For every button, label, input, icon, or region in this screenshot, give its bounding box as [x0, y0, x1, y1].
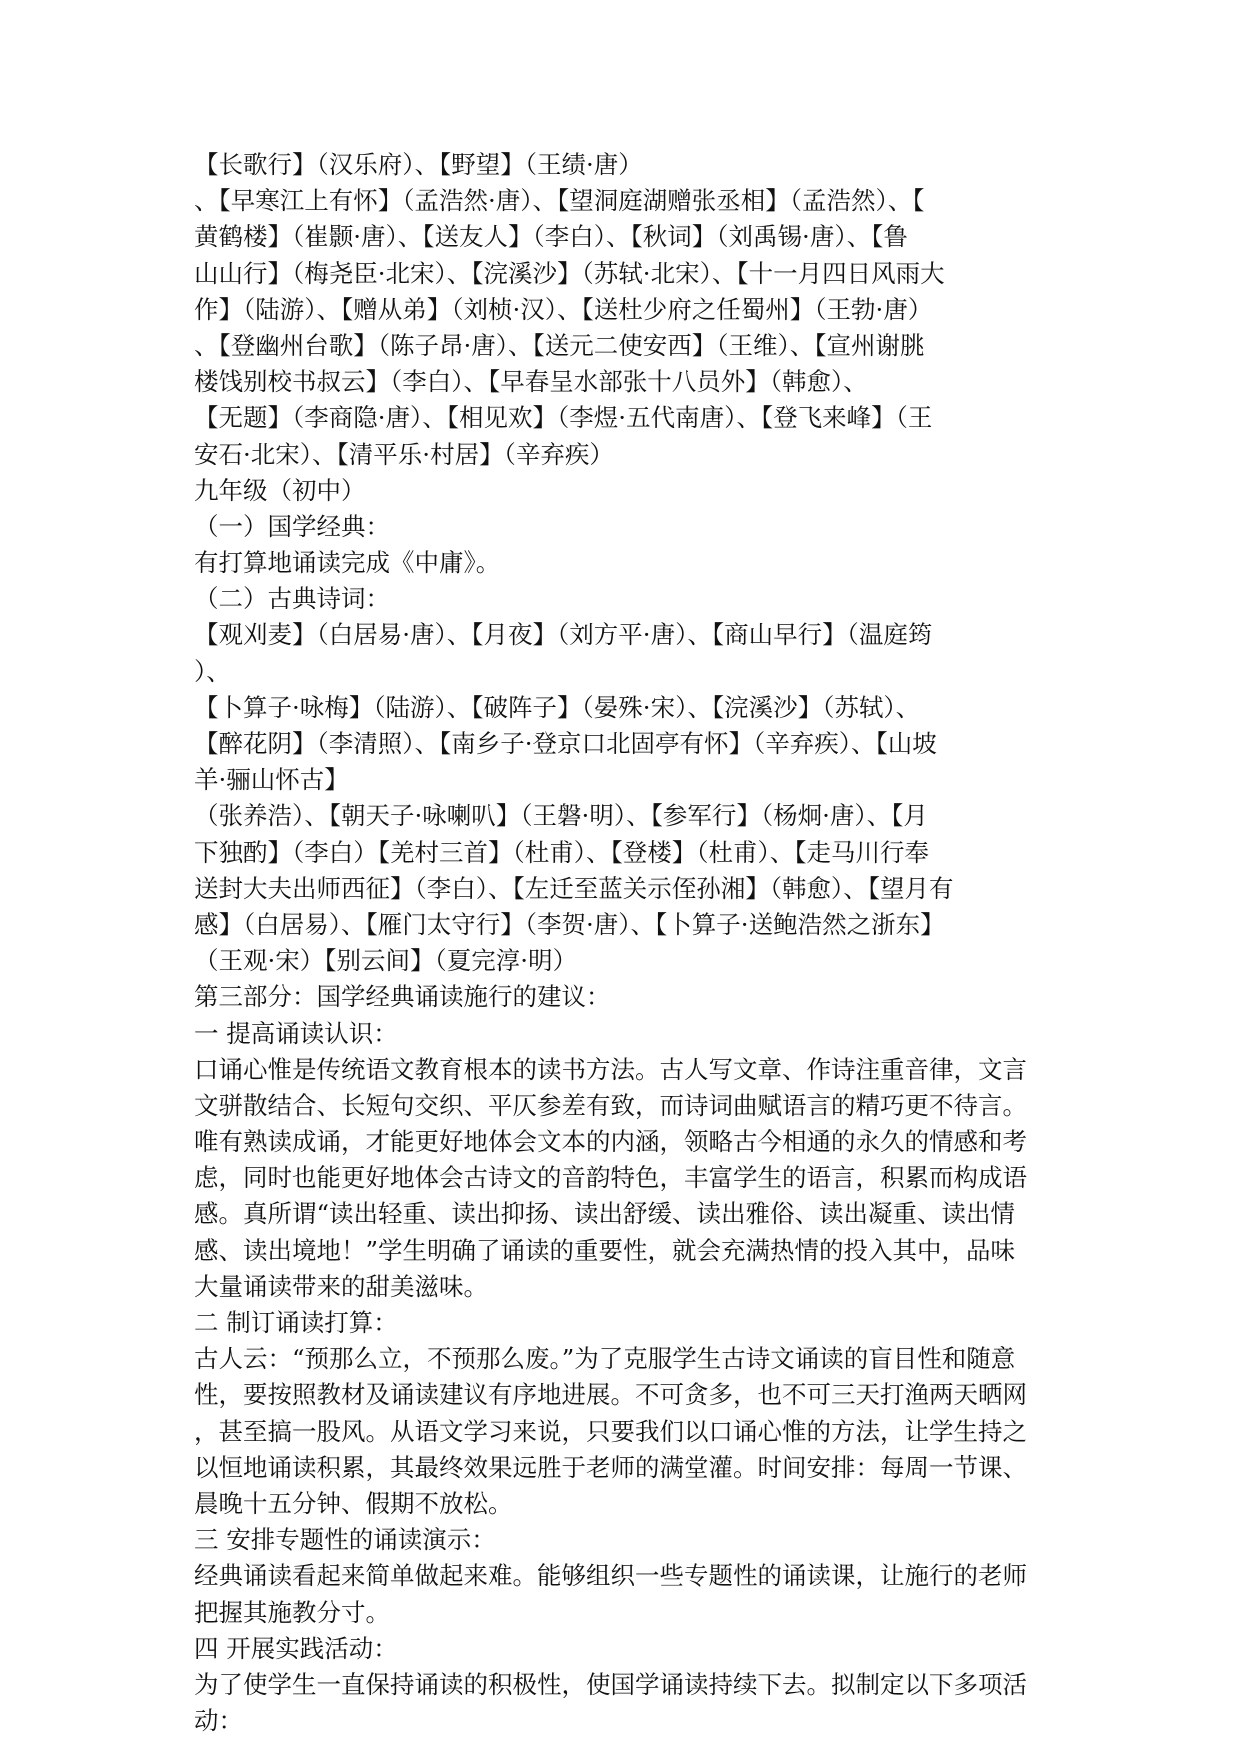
text-line: 【无题】（李商隐·唐）、【相见欢】（李煜·五代南唐）、【登飞来峰】（王 — [194, 403, 933, 433]
text-line: 性，要按照教材及诵读建议有序地进展。不可贪多，也不可三天打渔两天晒网 — [194, 1380, 1027, 1410]
subsection-heading-1: 一 提高诵读认识： — [194, 1018, 398, 1048]
text-line: 山山行】（梅尧臣·北宋）、【浣溪沙】（苏轼·北宋）、【十一月四日风雨大 — [194, 258, 945, 288]
text-line: 、【早寒江上有怀】（孟浩然·唐）、【望洞庭湖赠张丞相】（孟浩然）、【 — [194, 186, 925, 216]
text-line: 黄鹤楼】（崔颢·唐）、【送友人】（李白）、【秋词】（刘禹锡·唐）、【鲁 — [194, 222, 908, 252]
text-line: 为了使学生一直保持诵读的积极性，使国学诵读持续下去。拟制定以下多项活 — [194, 1669, 1027, 1699]
text-line: ，甚至搞一股风。从语文学习来说，只要我们以口诵心惟的方法，让学生持之 — [194, 1416, 1027, 1446]
subsection-heading-4: 四 开展实践活动： — [194, 1633, 398, 1663]
text-line: 感。真所谓“读出轻重、读出抑扬、读出舒缓、读出雅俗、读出凝重、读出情 — [194, 1199, 1016, 1229]
text-line: 【长歌行】（汉乐府）、【野望】（王绩·唐） — [194, 150, 643, 179]
text-line: 虑，同时也能更好地体会古诗文的音韵特色，丰富学生的语言，积累而构成语 — [194, 1163, 1027, 1193]
text-line: ）、 — [194, 656, 231, 686]
grade-heading: 九年级（初中） — [194, 475, 366, 505]
text-line: 安石·北宋）、【清平乐·村居】（辛弃疾） — [194, 439, 614, 469]
document-page — [194, 147, 1054, 1739]
text-line: 【醉花阴】（李清照）、【南乡子·登京口北固亭有怀】（辛弃疾）、【山坡 — [194, 729, 937, 758]
text-line: 有打算地诵读完成《中庸》。 — [194, 548, 501, 578]
text-line: 动： — [194, 1706, 243, 1736]
text-line: 晨晚十五分钟、假期不放松。 — [194, 1488, 513, 1518]
text-line: 送封大夫出师西征】（李白）、【左迁至蓝关示侄孙湘】（韩愈）、【望月有 — [194, 873, 954, 903]
text-line: 下独酌】（李白）【羌村三首】（杜甫）、【登楼】（杜甫）、【走马川行奉 — [194, 837, 929, 867]
text-line: 【卜算子·咏梅】（陆游）、【破阵子】（晏殊·宋）、【浣溪沙】（苏轼）、 — [194, 692, 921, 722]
text-line: 感】（白居易）、【雁门太守行】（李贺·唐）、【卜算子·送鲍浩然之浙东】 — [194, 909, 945, 939]
text-line: 把握其施教分寸。 — [194, 1597, 390, 1627]
subsection-heading-2: 二 制订诵读打算： — [194, 1308, 398, 1337]
text-line: 古人云：“预那么立，不预那么废。”为了克服学生古诗文诵读的盲目性和随意 — [194, 1344, 1016, 1374]
text-line: 口诵心惟是传统语文教育根本的读书方法。古人写文章、作诗注重音律，文言 — [194, 1054, 1027, 1084]
text-line: 唯有熟读成诵，才能更好地体会文本的内涵，领略古今相通的永久的情感和考 — [194, 1127, 1027, 1157]
text-line: 作】（陆游）、【赠从弟】（刘桢·汉）、【送杜少府之任蜀州】（王勃·唐） — [194, 294, 933, 324]
text-line: 【观刈麦】（白居易·唐）、【月夜】（刘方平·唐）、【商山早行】（温庭筠 — [194, 620, 933, 650]
text-line: 以恒地诵读积累，其最终效果远胜于老师的满堂灌。时间安排：每周一节课、 — [194, 1452, 1027, 1482]
text-line: 、【登幽州台歌】（陈子昂·唐）、【送元二使安西】（王维）、【宣州谢朓 — [194, 330, 925, 360]
part-heading: 第三部分：国学经典诵读施行的建议： — [194, 982, 611, 1012]
text-line: 楼饯别校书叔云】（李白）、【早春呈水部张十八员外】（韩愈）、 — [194, 367, 868, 397]
text-line: 文骈散结合、长短句交织、平仄参差有致，而诗词曲赋语言的精巧更不待言。 — [194, 1090, 1027, 1120]
text-line: 经典诵读看起来简单做起来难。能够组织一些专题性的诵读课，让施行的老师 — [194, 1561, 1027, 1591]
text-line: 羊·骊山怀古】 — [194, 765, 349, 795]
text-line: （张养浩）、【朝天子·咏喇叭】（王磐·明）、【参军行】（杨炯·唐）、【月 — [194, 801, 928, 831]
subsection-heading-3: 三 安排专题性的诵读演示： — [194, 1525, 496, 1555]
section-heading-poetry: （二）古典诗词： — [194, 584, 390, 614]
text-line: （王观·宋）【别云间】（夏完淳·明） — [194, 946, 578, 976]
text-line: 大量诵读带来的甜美滋味。 — [194, 1271, 488, 1301]
text-line: 感、读出境地！”学生明确了诵读的重要性，就会充满热情的投入其中，品味 — [194, 1235, 1016, 1265]
section-heading-classics: （一）国学经典： — [194, 511, 390, 541]
